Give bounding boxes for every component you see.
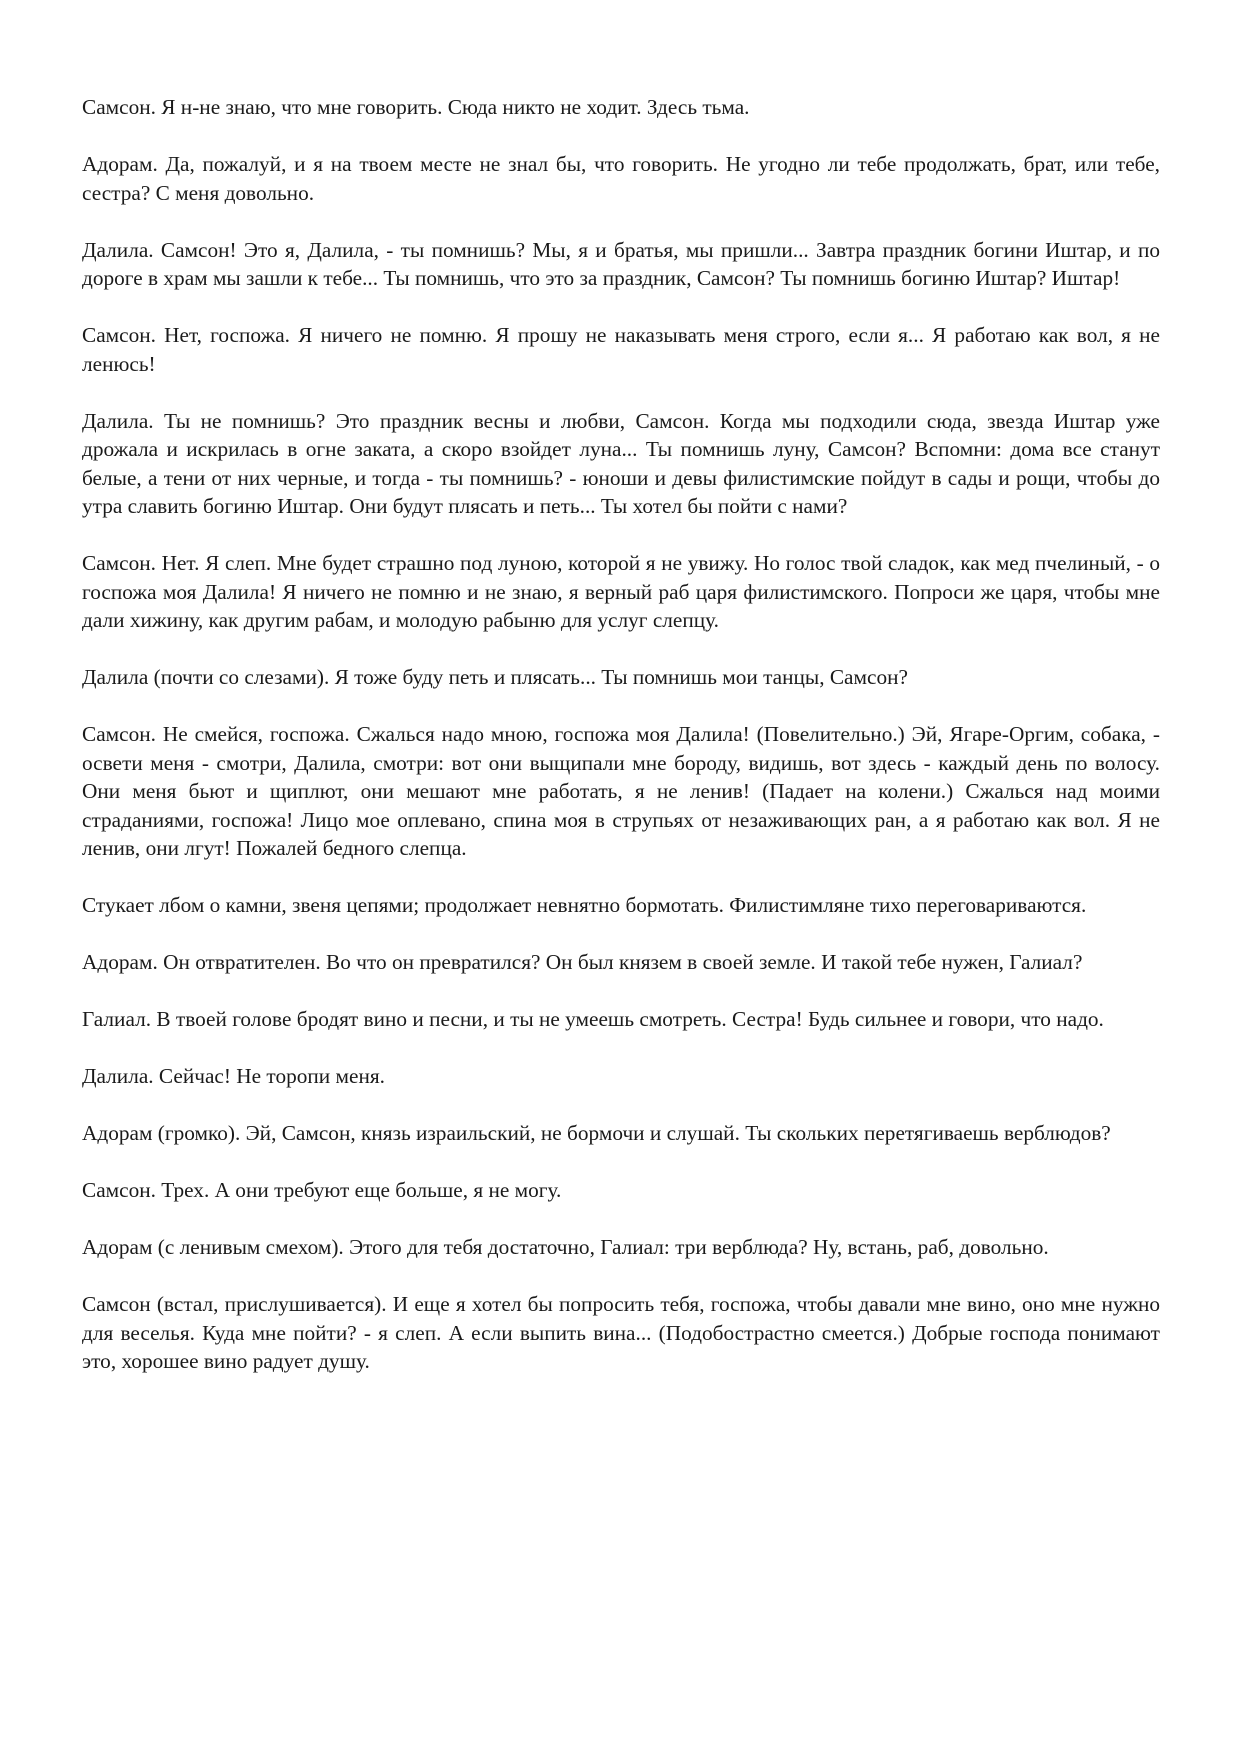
paragraph: Самсон. Не смейся, госпожа. Сжалься надо мною, госпожа моя Далила! (Повелительно.) Эй, Ягаре-Оргим, собака, - освети меня - смотри, Далила, смотри: вот они выщипали мне бороду, видишь, вот здесь - каждый день по волосу. Они меня бьют и щиплют, они мешают мне работать, я не ленив! (Падает на колени.) Сжалься над моими страданиями, госпожа! Лицо мое оплевано, спина моя в струпьях от незаживающих ран, а я работаю как вол. Я не ленив, они лгут! Пожалей бедного слепца. — [82, 722, 1160, 860]
paragraph: Самсон. Нет. Я слеп. Мне будет страшно под луною, которой я не увижу. Но голос твой сладок, как мед пчелиный, - о госпожа моя Далила! Я ничего не помню и не знаю, я верный раб царя филистимского. Попроси же царя, чтобы мне дали хижину, как другим рабам, и молодую рабыню для услуг слепцу. — [82, 551, 1160, 632]
paragraph: Самсон. Нет, госпожа. Я ничего не помню. Я прошу не наказывать меня строго, если я... Я работаю как вол, я не ленюсь! — [82, 323, 1160, 376]
paragraph: Самсон (встал, прислушивается). И еще я хотел бы попросить тебя, госпожа, чтобы давали мне вино, оно мне нужно для веселья. Куда мне пойти? - я слеп. А если выпить вина... (Подобострастно смеется.) Добрые господа понимают это, хорошее вино радует душу. — [82, 1292, 1160, 1373]
paragraph: Адорам (громко). Эй, Самсон, князь израильский, не бормочи и слушай. Ты скольких перетягиваешь верблюдов? — [82, 1121, 1111, 1145]
document-page — [82, 93, 1160, 1376]
paragraph: Далила. Ты не помнишь? Это праздник весны и любви, Самсон. Когда мы подходили сюда, звезда Иштар уже дрожала и искрилась в огне заката, а скоро взойдет луна... Ты помнишь луну, Самсон? Вспомни: дома все станут белые, а тени от них черные, и тогда - ты помнишь? - юноши и девы филистимские пойдут в сады и рощи, чтобы до утра славить богиню Иштар. Они будут плясать и петь... Ты хотел бы пойти с нами? — [82, 408, 1160, 518]
paragraph: Адорам. Да, пожалуй, и я на твоем месте не знал бы, что говорить. Не угодно ли тебе продолжать, брат, или тебе, сестра? С меня довольно. — [82, 152, 1160, 205]
paragraph: Стукает лбом о камни, звеня цепями; продолжает невнятно бормотать. Филистимляне тихо переговариваются. — [82, 893, 1087, 917]
paragraph: Адорам. Он отвратителен. Во что он превратился? Он был князем в своей земле. И такой тебе нужен, Галиал? — [82, 950, 1083, 974]
paragraph: Далила. Сейчас! Не торопи меня. — [82, 1064, 385, 1088]
paragraph: Далила (почти со слезами). Я тоже буду петь и плясать... Ты помнишь мои танцы, Самсон? — [82, 665, 908, 689]
paragraph: Адорам (с ленивым смехом). Этого для тебя достаточно, Галиал: три верблюда? Ну, встань, раб, довольно. — [82, 1235, 1049, 1259]
paragraph: Галиал. В твоей голове бродят вино и песни, и ты не умеешь смотреть. Сестра! Будь сильнее и говори, что надо. — [82, 1007, 1104, 1031]
paragraph: Самсон. Я н-не знаю, что мне говорить. Сюда никто не ходит. Здесь тьма. — [82, 95, 750, 119]
paragraph: Далила. Самсон! Это я, Далила, - ты помнишь? Мы, я и братья, мы пришли... Завтра праздник богини Иштар, и по дороге в храм мы зашли к тебе... Ты помнишь, что это за праздник, Самсон? Ты помнишь богиню Иштар? Иштар! — [82, 237, 1160, 290]
paragraph: Самсон. Трех. А они требуют еще больше, я не могу. — [82, 1178, 562, 1202]
